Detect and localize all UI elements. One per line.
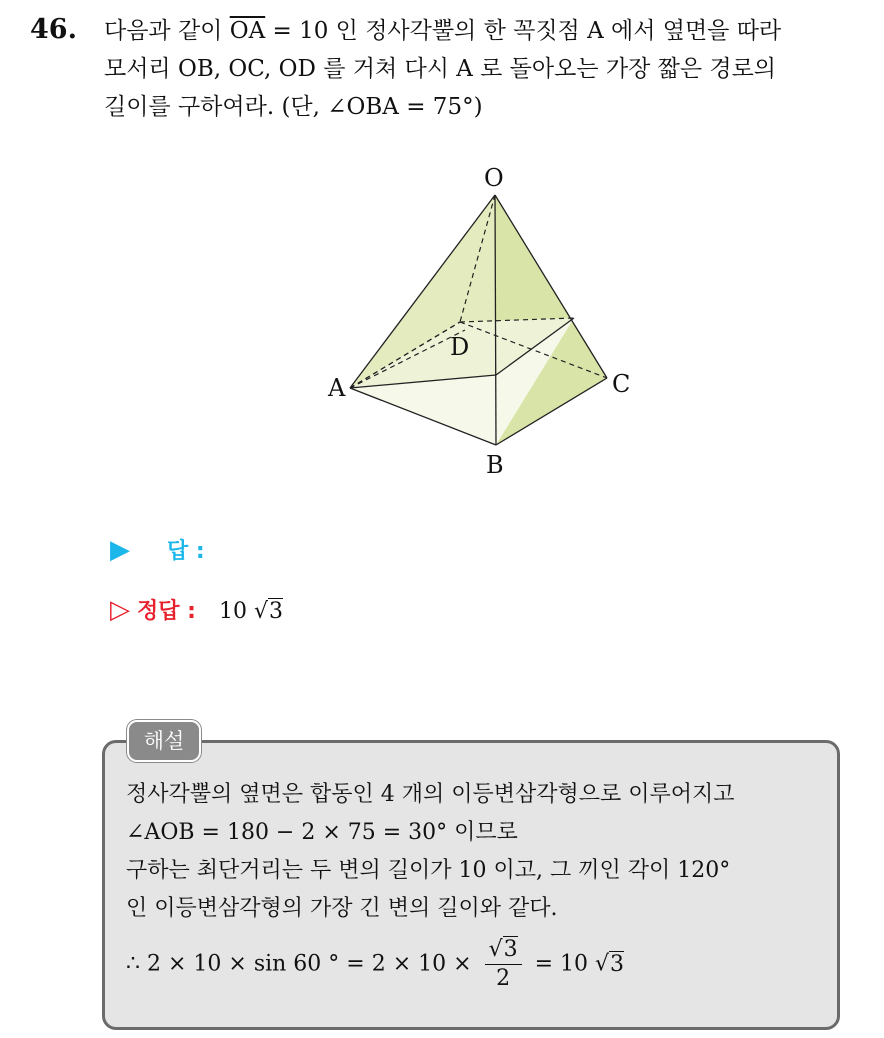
- numerator-radicand: 3: [503, 937, 518, 962]
- question-line-1: [104, 14, 781, 48]
- fraction: [485, 936, 522, 993]
- fraction-denominator: 2: [496, 966, 511, 991]
- segment-oa: $\overline{OA}$: [229, 18, 266, 44]
- question-line-3: 길이를 구하여라. (단, ∠OBA = 75°): [104, 94, 483, 120]
- question-number: 46.: [30, 14, 77, 45]
- solution-line-1: 정사각뿔의 옆면은 합동인 4 개의 이등변삼각형으로 이루어지고: [126, 782, 735, 807]
- correct-answer-label: 정답 :: [137, 599, 196, 624]
- fraction-numerator: √3: [485, 936, 522, 965]
- correct-answer-value: 10 √3: [218, 599, 283, 624]
- play-icon: ▶: [110, 535, 130, 565]
- outline-play-icon: ▷: [110, 595, 130, 625]
- answer-radicand: 3: [268, 599, 283, 624]
- label-c: C: [612, 370, 631, 398]
- answer-coefficient: 10: [218, 599, 247, 624]
- solution-expression: ∴ 2 × 10 × sin 60 ° = 2 × 10 ×: [126, 951, 472, 977]
- question-text-b: = 10 인 정사각뿔의 한 꼭짓점 A 에서 옆면을 따라: [265, 18, 782, 44]
- question-text-a: 다음과 같이: [104, 18, 230, 44]
- solution-line-2: ∠AOB = 180 − 2 × 75 = 30° 이므로: [126, 820, 518, 845]
- solution-line-3: 구하는 최단거리는 두 변의 길이가 10 이고, 그 끼인 각이 120°: [126, 858, 731, 883]
- pyramid-figure: [300, 150, 660, 490]
- label-a: A: [328, 374, 346, 402]
- solution-tab: 해설: [127, 720, 201, 762]
- solution-line-4: 인 이등변삼각형의 가장 긴 변의 길이와 같다.: [126, 896, 558, 921]
- solution-result: = 10: [534, 951, 589, 977]
- answer-row: [110, 534, 205, 565]
- result-radicand: 3: [610, 951, 625, 977]
- label-b: B: [486, 451, 504, 479]
- question-line-2: 모서리 OB, OC, OD 를 거쳐 다시 A 로 돌아오는 가장 짧은 경로의: [104, 56, 777, 82]
- label-o: O: [484, 164, 504, 192]
- label-d: D: [450, 333, 470, 361]
- correct-answer-row: [110, 594, 283, 625]
- solution-line-5: ∴ 2 × 10 × sin 60 ° = 2 × 10 × $\frac{√3}{2}$ = 10 √3: [126, 937, 625, 991]
- answer-label: 답 :: [167, 539, 205, 564]
